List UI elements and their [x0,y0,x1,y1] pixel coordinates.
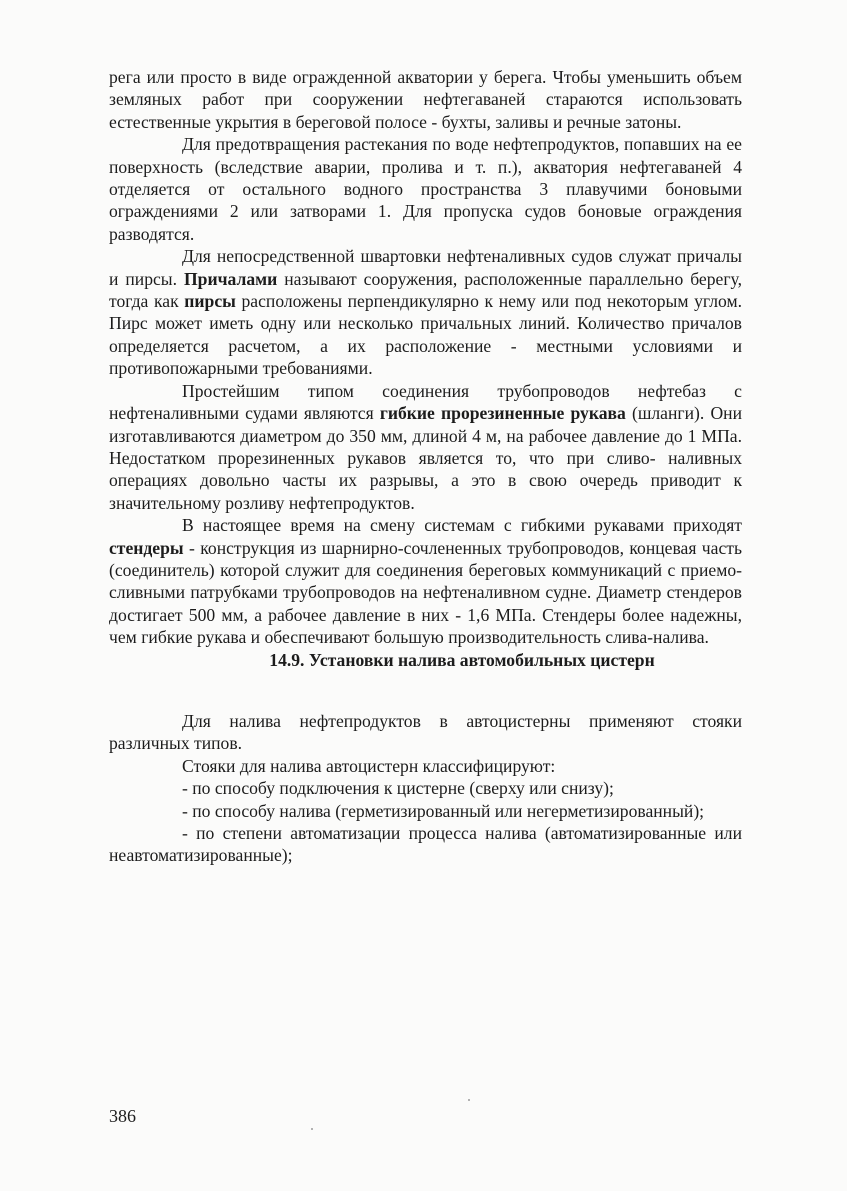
term-standers: стендеры [109,537,184,558]
list-item: - по способу подключения к цистерне (сверху или снизу); [182,778,614,799]
paragraph-berth-area: рега или просто в виде огражденной акватории у берега. Чтобы уменьшить объем земляных работ при сооружении нефтегаваней стараются использовать естественные укрытия в береговой полосе - бухты, заливы и речные затоны. [109,67,742,132]
list-item: - по степени автоматизации процесса налива (автоматизированные или неавтоматизированные); [109,823,742,866]
scan-speck [311,1128,313,1130]
text-span: В настоящее время на смену системам с гибкими рукавами приходят [182,515,742,536]
list-item: - по способу налива (герметизированный или негерметизированный); [182,800,705,821]
section-heading: 14.9. Установки налива автомобильных цистерн [269,649,655,670]
paragraph-spill-prevention: Для предотвращения растекания по воде нефтепродуктов, попавших на ее поверхность (вследствие аварии, пролива и т. п.), акватория нефтегаваней 4 отделяется от остального водного пространства 3 плавучими боновыми ограждениями 2 или затворами 1. Для пропуска судов боновые ограждения разводятся. [109,134,742,244]
term-piers: пирсы [184,291,236,312]
page-number: 386 [109,1106,136,1126]
text-span: (шланги). Они изготавливаются диаметром до 350 мм, длиной 4 м, на рабочее давление до 1 МПа. Недостатком прорезиненных рукавов является то, что при сливо- наливных операциях довольно часты их разрывы, а это в свою очередь приводит к значительному розливу нефтепродуктов. [109,403,742,513]
term-berths: Причалами [183,268,278,289]
scan-speck [468,1099,470,1101]
text-span: - конструкция из шарнирно-сочлененных трубопроводов, концевая часть (соединитель) которой служит для соединения береговых коммуникаций с приемо-сливными патрубками трубопроводов на нефтеналивном судне. Диаметр стендеров достигает 500 мм, а рабочее давление в них - 1,6 МПа. Стендеры более надежны, чем гибкие рукава и обеспечивают большую производительность слива-налива. [109,537,742,648]
text-span: Простейшим типом соединения трубопроводов нефтебаз с нефтеналивными судами являются [109,380,742,424]
paragraph-standers [109,514,742,648]
text-span: называют сооружения, расположенные параллельно берегу, тогда как [109,268,742,312]
paragraph-flexible-hoses [109,380,742,514]
text-span: расположены перпендикулярно к нему или под некоторым углом. Пирс может иметь одну или несколько причальных линий. Количество причалов определяется расчетом, а их расположение - местными условиями и противопожарными требованиями. [109,291,742,379]
paragraph-berths-piers [109,245,742,379]
page-body [109,66,742,867]
term-flexible-hoses: гибкие прорезиненные рукава [379,403,626,424]
paragraph-tanker-filling: Для налива нефтепродуктов в автоцистерны применяют стояки различных типов. [109,710,742,754]
text-span: Для непосредственной швартовки нефтеналивных судов служат причалы и пирсы. [109,246,742,289]
paragraph-classification: Стояки для налива автоцистерн классифицируют: [182,755,556,776]
